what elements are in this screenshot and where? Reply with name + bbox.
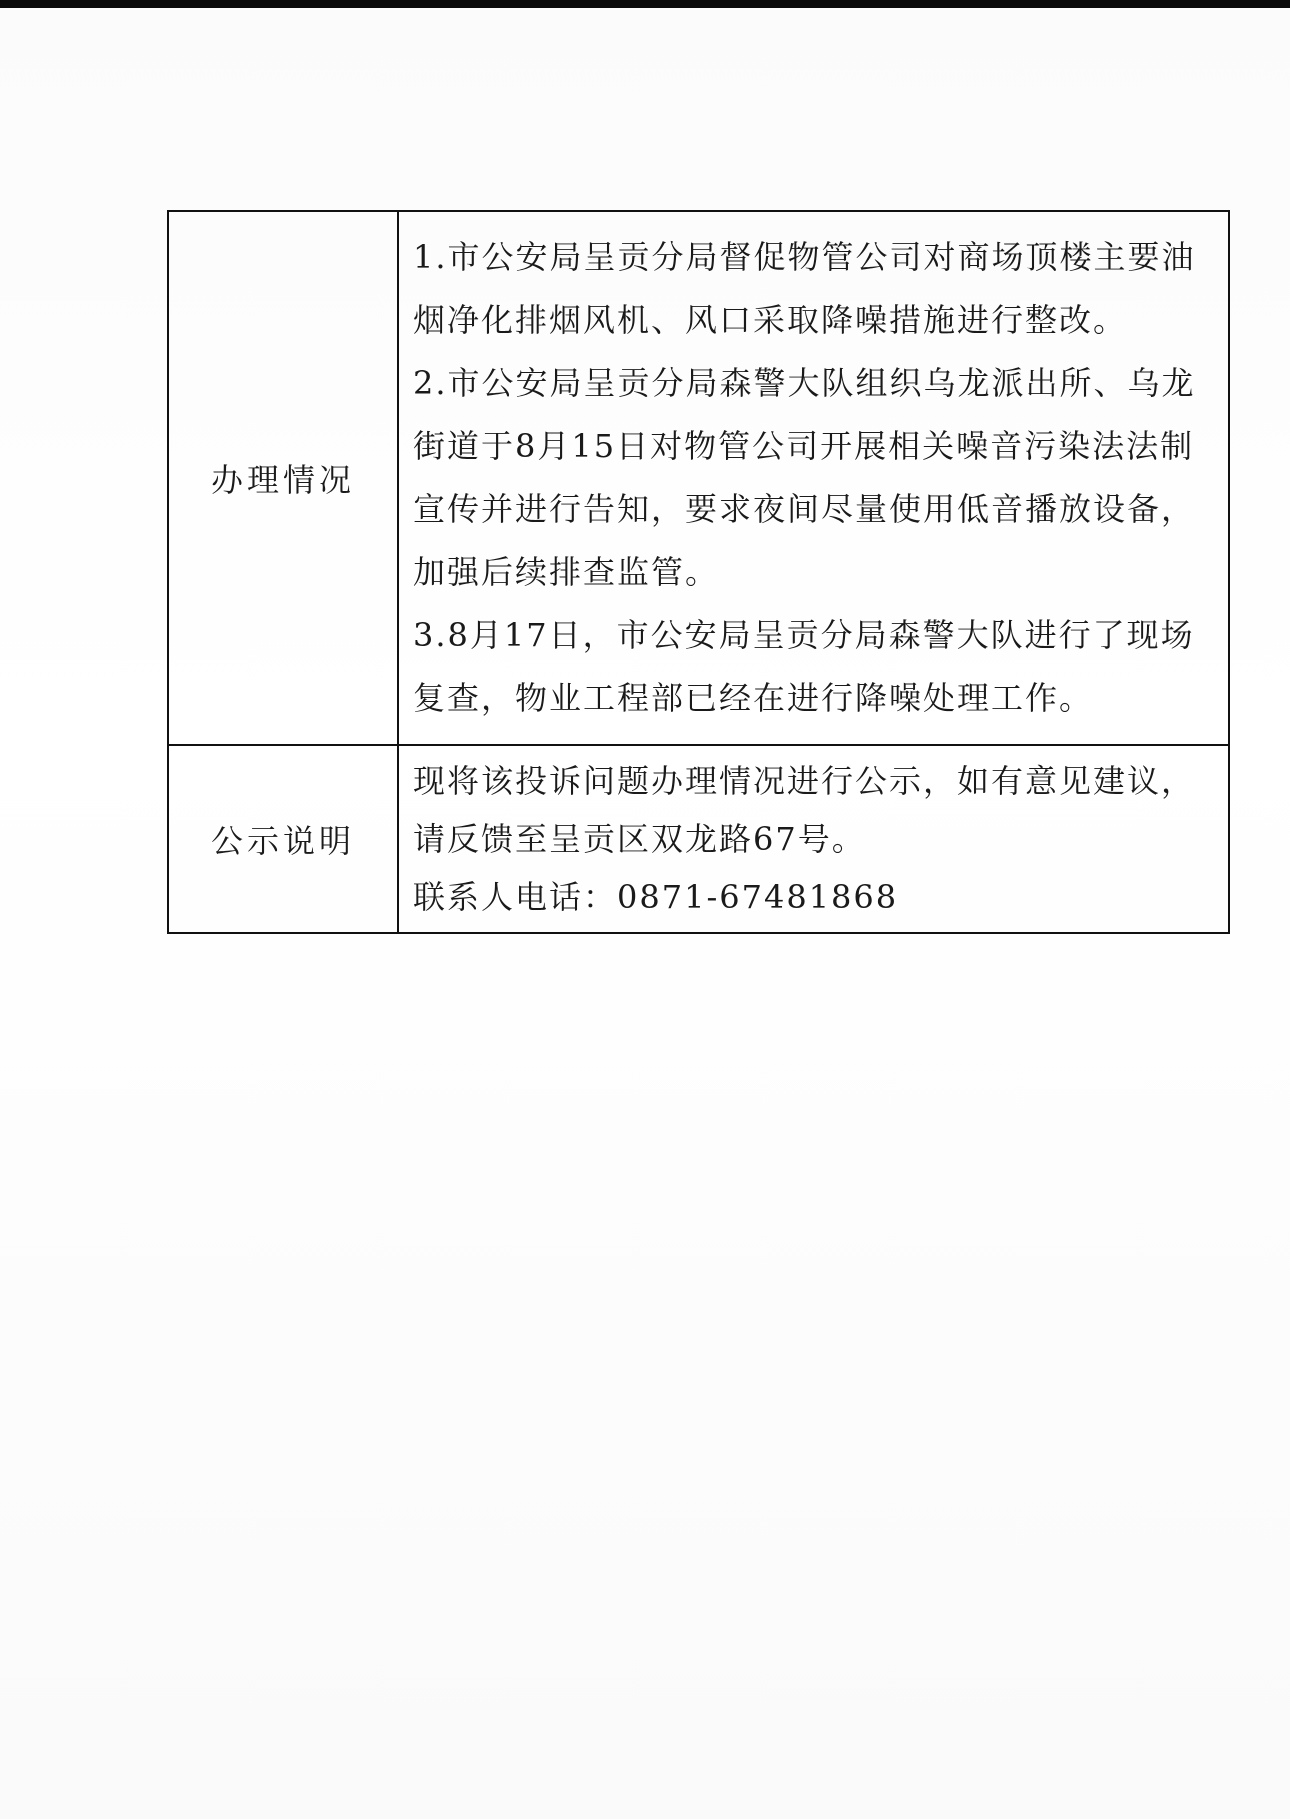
handling-label: 办理情况 xyxy=(168,211,398,745)
disclosure-table xyxy=(167,210,1230,934)
notice-content xyxy=(398,745,1229,933)
handling-row xyxy=(168,211,1229,745)
notice-row xyxy=(168,745,1229,933)
handling-item-2: 2.市公安局呈贡分局森警大队组织乌龙派出所、乌龙街道于8月15日对物管公司开展相关噪音污染法法制宣传并进行告知，要求夜间尽量使用低音播放设备，加强后续排查监管。 xyxy=(413,364,1196,591)
notice-text: 现将该投诉问题办理情况进行公示，如有意见建议，请反馈至呈贡区双龙路67号。 xyxy=(413,762,1196,858)
handling-item-1: 1.市公安局呈贡分局督促物管公司对商场顶楼主要油烟净化排烟风机、风口采取降噪措施进行整改。 xyxy=(413,238,1196,339)
scan-top-edge xyxy=(0,0,1290,8)
notice-label: 公示说明 xyxy=(168,745,398,933)
handling-item-3: 3.8月17日，市公安局呈贡分局森警大队进行了现场复查，物业工程部已经在进行降噪处理工作。 xyxy=(413,616,1195,717)
handling-content xyxy=(398,211,1229,745)
contact-phone: 联系人电话：0871-67481868 xyxy=(413,878,899,916)
